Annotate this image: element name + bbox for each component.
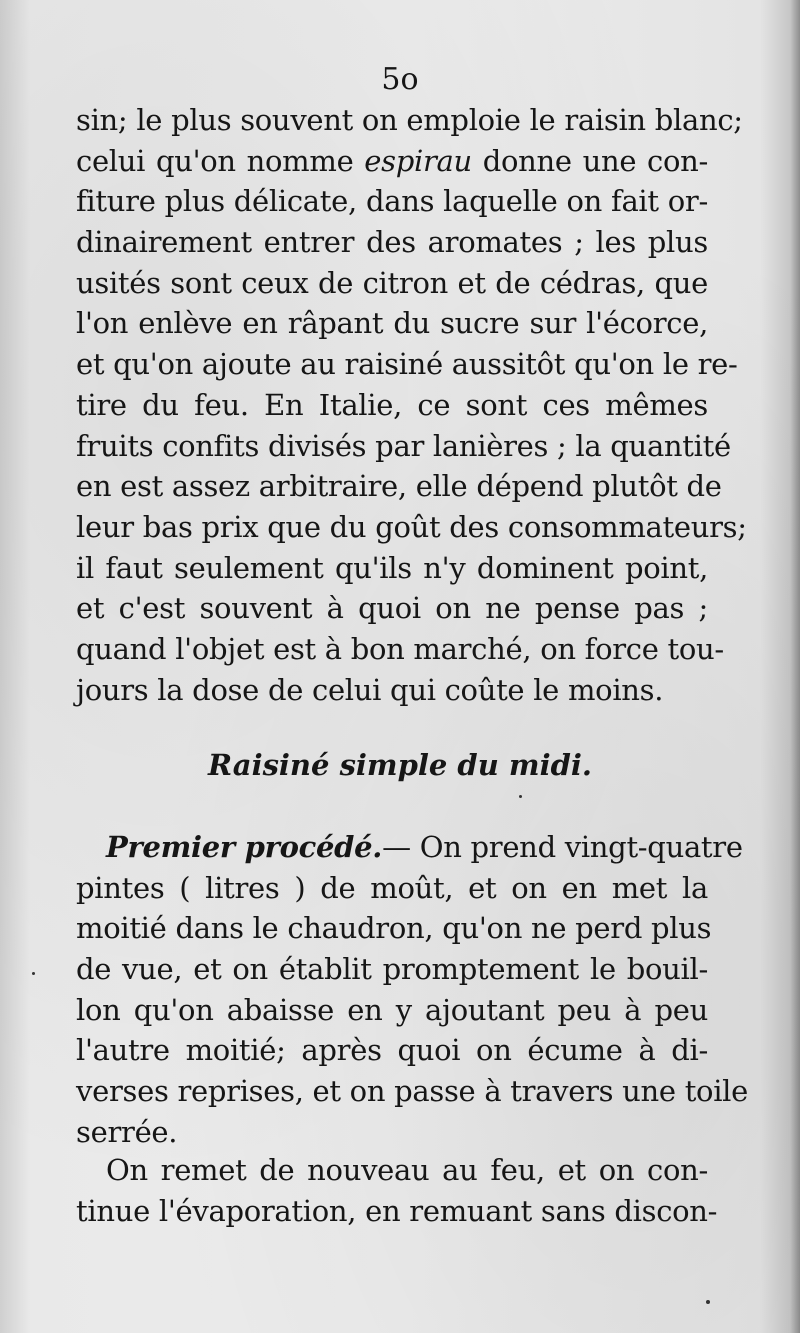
text-line: il faut seulement qu'ils n'y dominent point,	[76, 550, 708, 585]
text-line: leur bas prix que du goût des consommateurs;	[76, 509, 747, 544]
text-line: verses reprises, et on passe à travers une toile	[76, 1074, 749, 1109]
ink-speck	[32, 972, 35, 975]
text-line: fiture plus délicate, dans laquelle on fait or-	[76, 184, 708, 219]
paragraph-3	[76, 1150, 718, 1231]
text-line: l'autre moitié; après quoi on écume à di-	[76, 1033, 708, 1068]
run-in-heading: Premier procédé.	[106, 830, 383, 864]
text-line: moitié dans le chaudron, qu'on ne perd plus	[76, 911, 712, 946]
text-line: de vue, et on établit promptement le bouil-	[76, 952, 708, 987]
page-edge-shadow	[790, 0, 800, 1333]
text-line: fruits confits divisés par lanières ; la quantité	[76, 428, 731, 463]
ink-speck	[519, 795, 522, 798]
ink-speck	[706, 1300, 710, 1304]
italic-term: espirau	[364, 143, 472, 178]
text-line: quand l'objet est à bon marché, on force tou-	[76, 631, 724, 666]
text-line: en est assez arbitraire, elle dépend plutôt de	[76, 469, 722, 504]
text-line: Premier procédé.— On prend vingt-quatre	[106, 830, 743, 864]
page-number: 5o	[381, 62, 419, 97]
paragraph-2	[76, 827, 749, 1153]
text-line: pintes ( litres ) de moût, et on en met la	[76, 870, 708, 905]
text-line: usités sont ceux de citron et de cédras, que	[76, 265, 708, 300]
text-line: et qu'on ajoute au raisiné aussitôt qu'on le re-	[76, 347, 738, 382]
text-line: celui qu'on nomme espirau donne une con-	[76, 143, 708, 178]
text-line: dinairement entrer des aromates ; les plus	[76, 225, 708, 260]
text-line: tire du feu. En Italie, ce sont ces mêmes	[76, 387, 708, 422]
text-line: sin; le plus souvent on emploie le raisin blanc;	[76, 103, 743, 137]
section-heading: Raisiné simple du midi.	[208, 748, 592, 782]
text-line: serrée.	[76, 1114, 178, 1149]
text-line: jours la dose de celui qui coûte le moins.	[76, 672, 664, 707]
paragraph-1	[76, 100, 747, 710]
text-line: tinue l'évaporation, en remuant sans discon-	[76, 1193, 718, 1228]
text-line: On remet de nouveau au feu, et on con-	[106, 1153, 708, 1187]
text-line: l'on enlève en râpant du sucre sur l'écorce,	[76, 306, 708, 341]
text-line: lon qu'on abaisse en y ajoutant peu à peu	[76, 992, 708, 1027]
text-line: et c'est souvent à quoi on ne pense pas ;	[76, 591, 708, 626]
